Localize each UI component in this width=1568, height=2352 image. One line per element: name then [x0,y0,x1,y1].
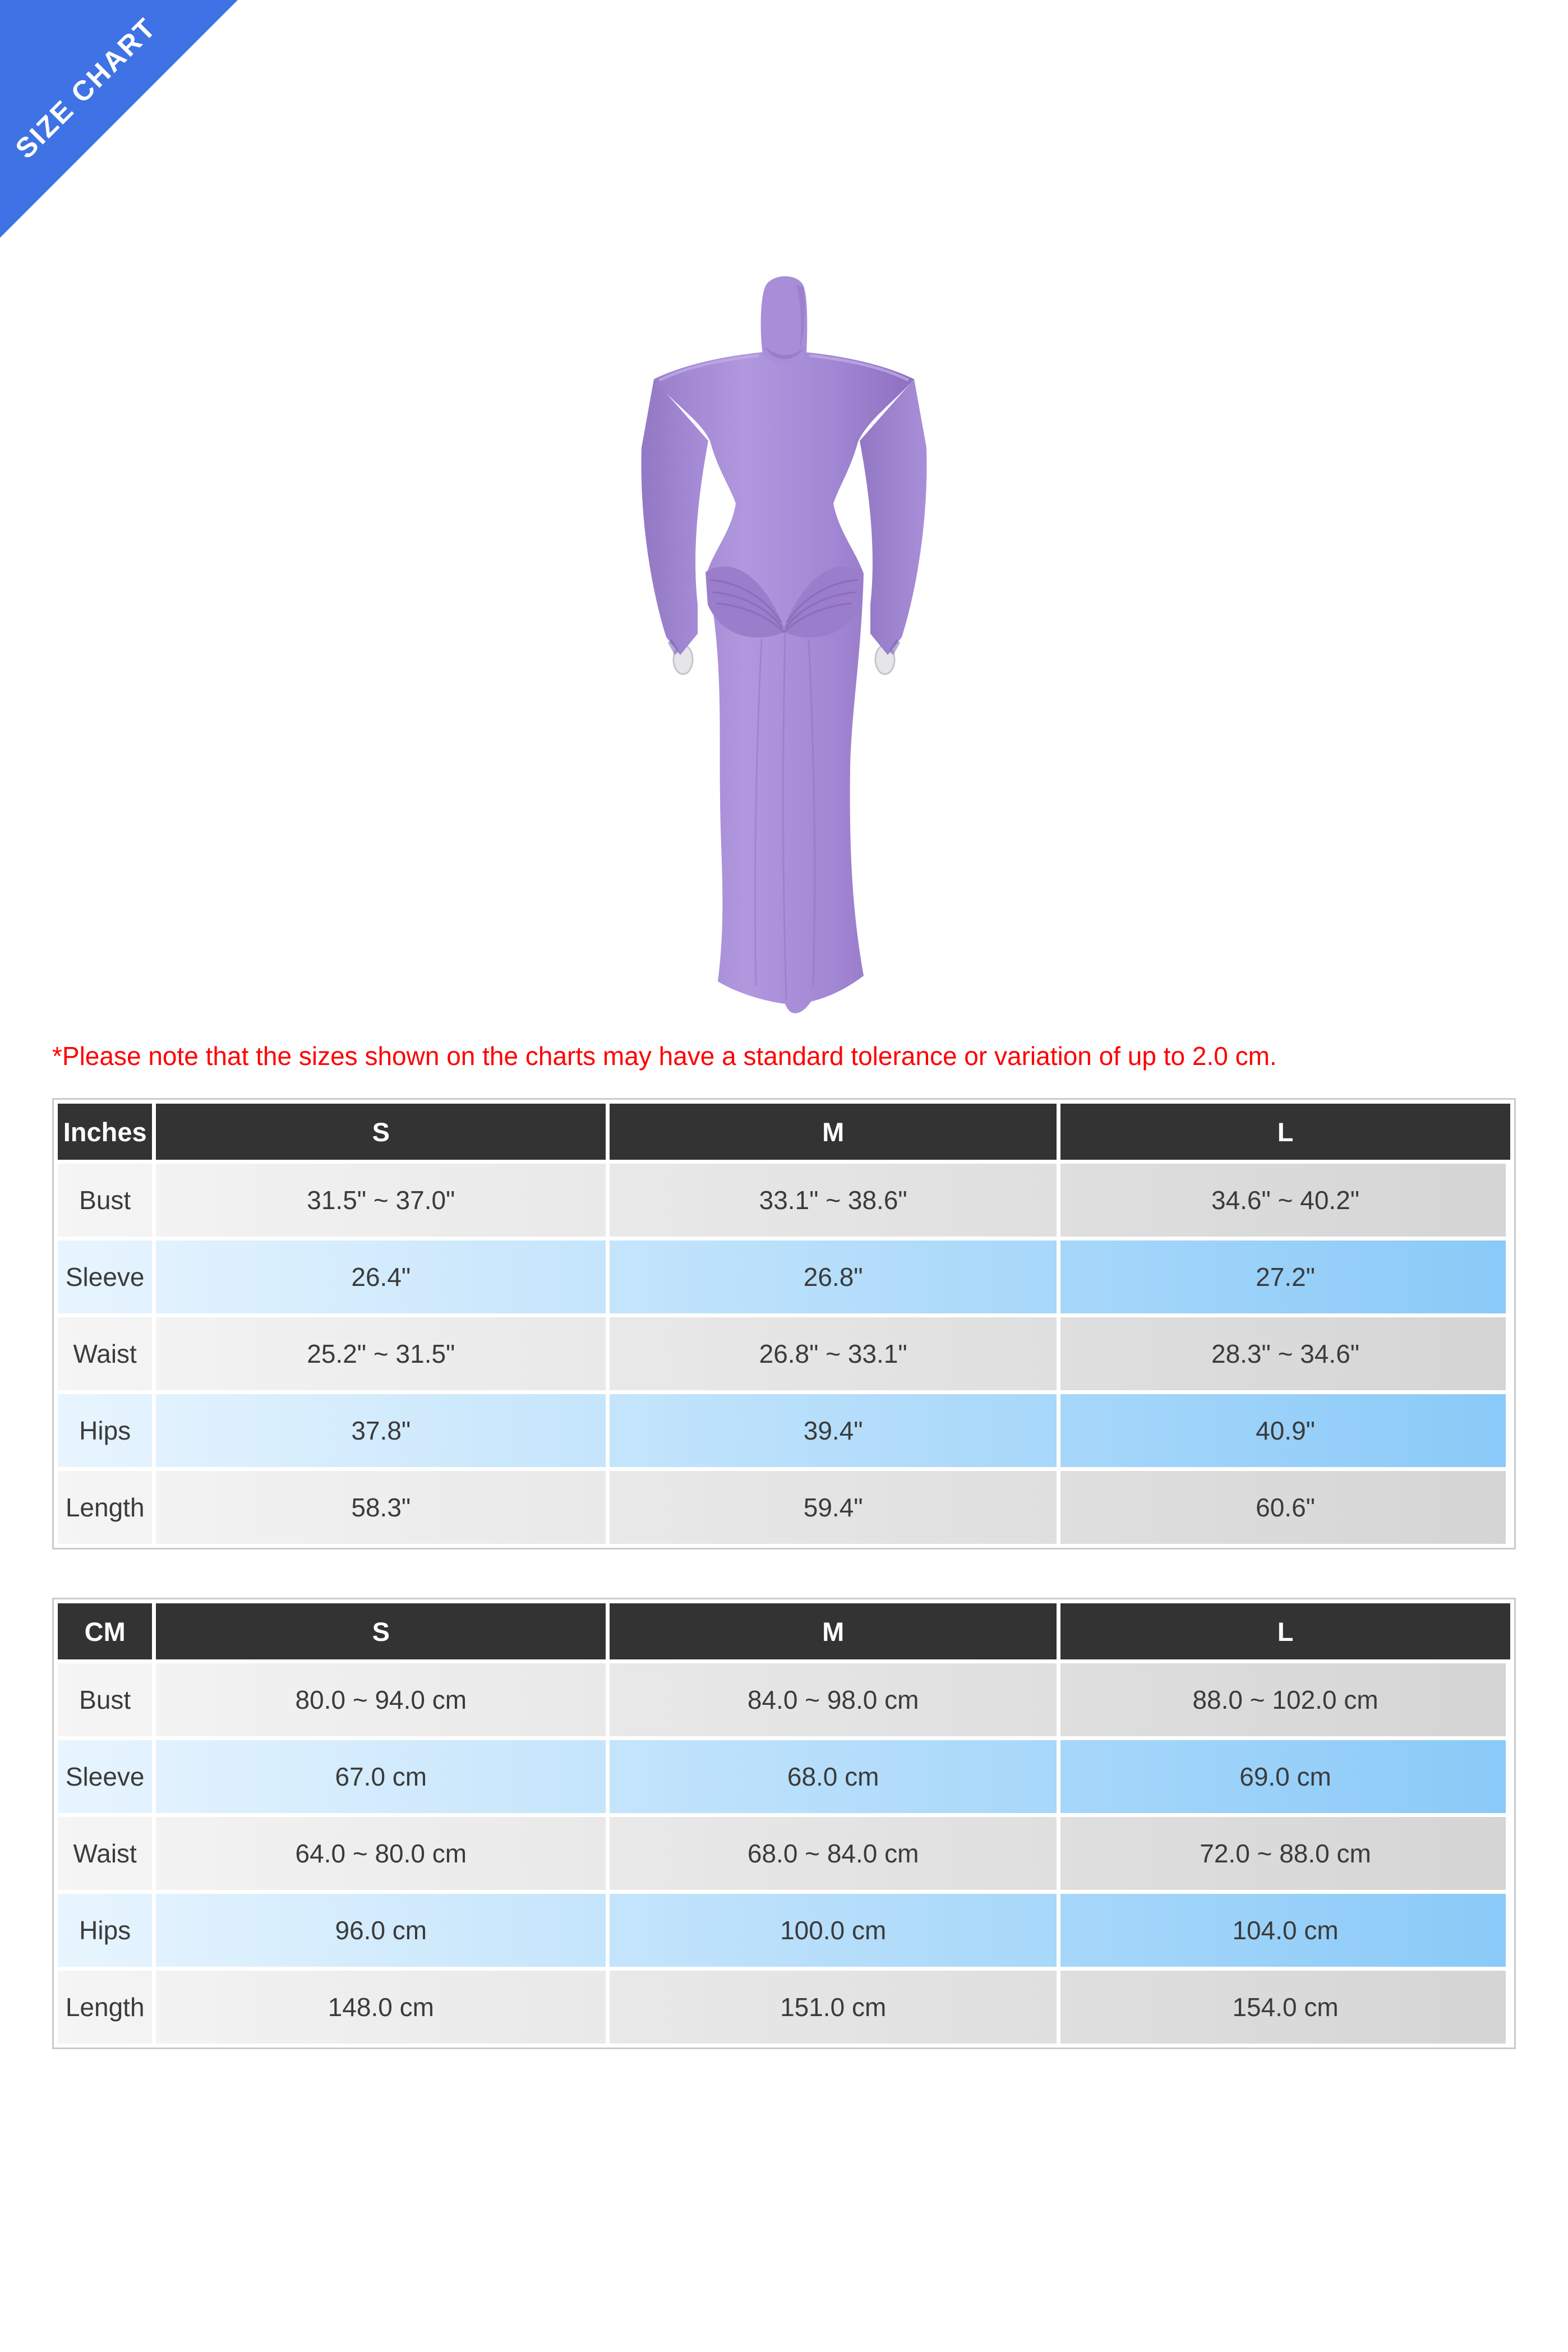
measurement-value-cell: 58.3" [156,1471,606,1544]
measurement-value-cell: 37.8" [156,1394,606,1467]
measurement-value-cell: 84.0 ~ 98.0 cm [610,1663,1057,1736]
table-row [58,1663,1510,1736]
measurement-label-cell: Sleeve [58,1240,152,1313]
measurement-label-cell: Hips [58,1394,152,1467]
measurement-value-cell: 72.0 ~ 88.0 cm [1060,1817,1510,1890]
size-column-header: L [1060,1104,1510,1160]
table-row [58,1894,1510,1967]
size-column-header: S [156,1104,606,1160]
measurement-value-cell: 88.0 ~ 102.0 cm [1060,1663,1510,1736]
measurement-value-cell: 68.0 ~ 84.0 cm [610,1817,1057,1890]
ribbon-label: SIZE CHART [9,11,163,165]
measurement-label-cell: Waist [58,1317,152,1390]
measurement-value-cell: 69.0 cm [1060,1740,1510,1813]
measurement-value-cell: 26.8" ~ 33.1" [610,1317,1057,1390]
table-header-row [58,1104,1510,1160]
measurement-value-cell: 28.3" ~ 34.6" [1060,1317,1510,1390]
measurement-value-cell: 104.0 cm [1060,1894,1510,1967]
measurement-value-cell: 31.5" ~ 37.0" [156,1164,606,1237]
measurement-value-cell: 59.4" [610,1471,1057,1544]
measurement-value-cell: 80.0 ~ 94.0 cm [156,1663,606,1736]
size-chart-ribbon [0,0,241,241]
measurement-value-cell: 26.4" [156,1240,606,1313]
measurement-label-cell: Waist [58,1817,152,1890]
measurement-label-cell: Length [58,1471,152,1544]
table-row [58,1971,1510,2044]
dress-illustration [588,262,980,1028]
product-photo [588,262,980,1028]
measurement-value-cell: 68.0 cm [610,1740,1057,1813]
measurement-value-cell: 148.0 cm [156,1971,606,2044]
table-row [58,1317,1510,1390]
measurement-label-cell: Bust [58,1663,152,1736]
measurement-value-cell: 34.6" ~ 40.2" [1060,1164,1510,1237]
table-row [58,1471,1510,1544]
table-row [58,1394,1510,1467]
measurement-label-cell: Length [58,1971,152,2044]
unit-header-cell: CM [58,1603,152,1659]
table-row [58,1164,1510,1237]
measurement-label-cell: Hips [58,1894,152,1967]
measurement-value-cell: 96.0 cm [156,1894,606,1967]
size-column-header: M [610,1104,1057,1160]
measurement-value-cell: 67.0 cm [156,1740,606,1813]
table-row [58,1817,1510,1890]
measurement-label-cell: Sleeve [58,1740,152,1813]
measurement-value-cell: 26.8" [610,1240,1057,1313]
size-table-cm [52,1598,1516,2049]
tolerance-note: *Please note that the sizes shown on the charts may have a standard tolerance or variation of up to 2.0 cm. [52,1041,1277,1071]
size-table-inches [52,1098,1516,1549]
measurement-value-cell: 40.9" [1060,1394,1510,1467]
measurement-value-cell: 27.2" [1060,1240,1510,1313]
measurement-label-cell: Bust [58,1164,152,1237]
size-column-header: L [1060,1603,1510,1659]
measurement-value-cell: 33.1" ~ 38.6" [610,1164,1057,1237]
size-column-header: M [610,1603,1057,1659]
measurement-value-cell: 151.0 cm [610,1971,1057,2044]
measurement-value-cell: 64.0 ~ 80.0 cm [156,1817,606,1890]
measurement-value-cell: 154.0 cm [1060,1971,1510,2044]
unit-header-cell: Inches [58,1104,152,1160]
measurement-value-cell: 100.0 cm [610,1894,1057,1967]
measurement-value-cell: 25.2" ~ 31.5" [156,1317,606,1390]
table-row [58,1740,1510,1813]
measurement-value-cell: 60.6" [1060,1471,1510,1544]
table-header-row [58,1603,1510,1659]
table-row [58,1240,1510,1313]
size-column-header: S [156,1603,606,1659]
measurement-value-cell: 39.4" [610,1394,1057,1467]
